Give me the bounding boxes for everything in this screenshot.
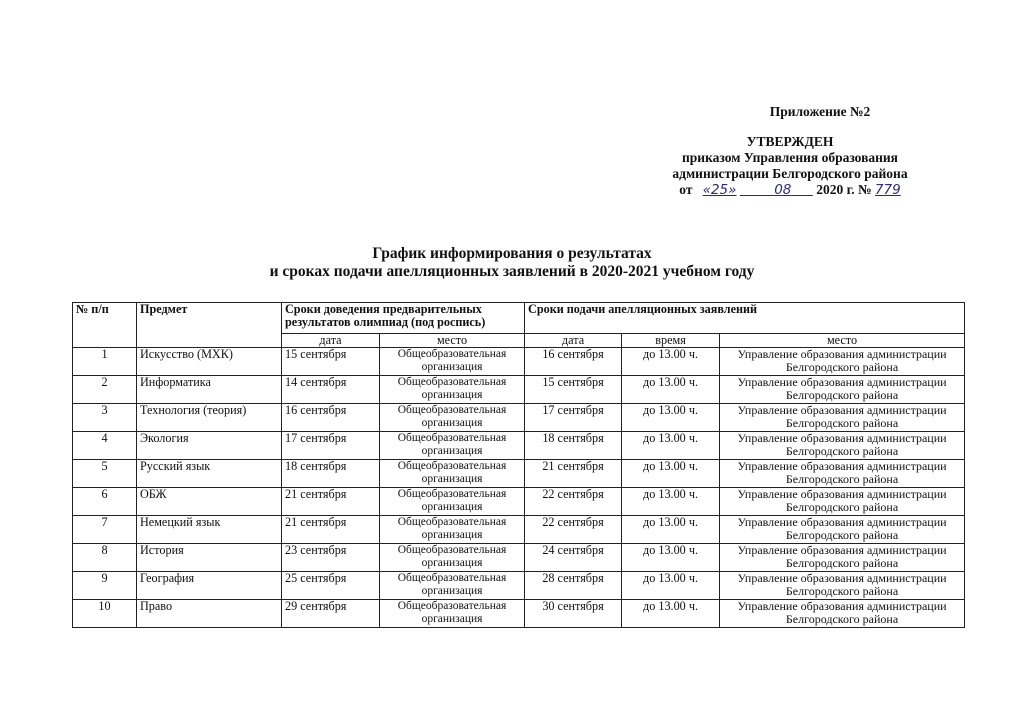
- row-subject: Экология: [137, 432, 282, 460]
- row-prelim-date: 18 сентября: [282, 460, 380, 488]
- order-date-line: [610, 182, 970, 198]
- table-row: [73, 544, 965, 572]
- row-appeal-place: Управление образования администрации Белгородского района: [720, 460, 965, 488]
- row-subject: Русский язык: [137, 460, 282, 488]
- row-appeal-time: до 13.00 ч.: [622, 572, 720, 600]
- row-subject: Информатика: [137, 376, 282, 404]
- row-num: 8: [73, 544, 137, 572]
- row-appeal-place: Управление образования администрации Белгородского района: [720, 516, 965, 544]
- row-prelim-place: Общеобразовательная организация: [380, 516, 525, 544]
- row-appeal-date: 18 сентября: [525, 432, 622, 460]
- row-prelim-place: Общеобразовательная организация: [380, 376, 525, 404]
- row-num: 4: [73, 432, 137, 460]
- row-appeal-date: 22 сентября: [525, 516, 622, 544]
- row-subject: ОБЖ: [137, 488, 282, 516]
- row-appeal-time: до 13.00 ч.: [622, 488, 720, 516]
- table-row: [73, 376, 965, 404]
- row-num: 7: [73, 516, 137, 544]
- row-appeal-place: Управление образования администрации Белгородского района: [720, 572, 965, 600]
- row-appeal-time: до 13.00 ч.: [622, 544, 720, 572]
- row-appeal-place: Управление образования администрации Белгородского района: [720, 348, 965, 376]
- row-prelim-place: Общеобразовательная организация: [380, 460, 525, 488]
- header-prelim-date: дата: [282, 334, 380, 348]
- title-line-1: График информирования о результатах: [372, 245, 652, 262]
- table-row: [73, 572, 965, 600]
- header-appeal-place: место: [720, 334, 965, 348]
- row-prelim-date: 25 сентября: [282, 572, 380, 600]
- row-subject: Искусство (МХК): [137, 348, 282, 376]
- appendix-label: Приложение №2: [769, 104, 871, 119]
- order-number: 779: [874, 182, 901, 198]
- table-row: [73, 600, 965, 628]
- row-appeal-date: 30 сентября: [525, 600, 622, 628]
- approval-block: [610, 104, 970, 198]
- table-row: [73, 432, 965, 460]
- table-row: [73, 488, 965, 516]
- row-prelim-place: Общеобразовательная организация: [380, 404, 525, 432]
- header-num: № п/п: [73, 303, 137, 348]
- row-appeal-place: Управление образования администрации Белгородского района: [720, 600, 965, 628]
- schedule-table: [72, 302, 965, 628]
- order-year-number: 2020 г. №: [816, 182, 872, 197]
- table-row: [73, 404, 965, 432]
- document-title: [0, 245, 1024, 281]
- row-appeal-place: Управление образования администрации Белгородского района: [720, 432, 965, 460]
- table-row: [73, 460, 965, 488]
- row-subject: География: [137, 572, 282, 600]
- header-prelim: Сроки доведения предварительных результатов олимпиад (под роспись): [282, 303, 525, 334]
- header-appeal: Сроки подачи апелляционных заявлений: [525, 303, 965, 334]
- row-prelim-place: Общеобразовательная организация: [380, 572, 525, 600]
- row-appeal-date: 24 сентября: [525, 544, 622, 572]
- row-appeal-date: 21 сентября: [525, 460, 622, 488]
- row-appeal-time: до 13.00 ч.: [622, 404, 720, 432]
- date-prefix: от: [679, 182, 693, 197]
- order-line-1: приказом Управления образования: [682, 150, 898, 165]
- row-appeal-time: до 13.00 ч.: [622, 432, 720, 460]
- row-appeal-date: 15 сентября: [525, 376, 622, 404]
- row-num: 10: [73, 600, 137, 628]
- order-month: 08: [774, 182, 792, 198]
- header-appeal-time: время: [622, 334, 720, 348]
- row-appeal-place: Управление образования администрации Белгородского района: [720, 376, 965, 404]
- row-appeal-place: Управление образования администрации Белгородского района: [720, 488, 965, 516]
- row-appeal-time: до 13.00 ч.: [622, 460, 720, 488]
- row-subject: Немецкий язык: [137, 516, 282, 544]
- row-num: 1: [73, 348, 137, 376]
- header-appeal-date: дата: [525, 334, 622, 348]
- header-prelim-place: место: [380, 334, 525, 348]
- row-prelim-date: 14 сентября: [282, 376, 380, 404]
- table-row: [73, 348, 965, 376]
- row-prelim-date: 16 сентября: [282, 404, 380, 432]
- order-day: «25»: [702, 182, 737, 198]
- row-appeal-date: 22 сентября: [525, 488, 622, 516]
- row-prelim-date: 15 сентября: [282, 348, 380, 376]
- row-prelim-date: 29 сентября: [282, 600, 380, 628]
- row-prelim-place: Общеобразовательная организация: [380, 488, 525, 516]
- row-appeal-date: 16 сентября: [525, 348, 622, 376]
- row-appeal-date: 28 сентября: [525, 572, 622, 600]
- row-num: 9: [73, 572, 137, 600]
- row-prelim-date: 21 сентября: [282, 488, 380, 516]
- row-subject: История: [137, 544, 282, 572]
- row-appeal-time: до 13.00 ч.: [622, 516, 720, 544]
- row-num: 3: [73, 404, 137, 432]
- title-line-2: и сроках подачи апелляционных заявлений в 2020-2021 учебном году: [269, 263, 755, 280]
- row-prelim-date: 17 сентября: [282, 432, 380, 460]
- row-prelim-place: Общеобразовательная организация: [380, 432, 525, 460]
- row-appeal-place: Управление образования администрации Белгородского района: [720, 544, 965, 572]
- row-num: 2: [73, 376, 137, 404]
- row-prelim-place: Общеобразовательная организация: [380, 544, 525, 572]
- row-prelim-place: Общеобразовательная организация: [380, 600, 525, 628]
- row-subject: Право: [137, 600, 282, 628]
- row-appeal-time: до 13.00 ч.: [622, 348, 720, 376]
- row-prelim-place: Общеобразовательная организация: [380, 348, 525, 376]
- approved-label: УТВЕРЖДЕН: [746, 134, 834, 149]
- order-line-2: администрации Белгородского района: [672, 166, 908, 181]
- row-appeal-place: Управление образования администрации Белгородского района: [720, 404, 965, 432]
- header-subject: Предмет: [137, 303, 282, 348]
- row-num: 6: [73, 488, 137, 516]
- row-subject: Технология (теория): [137, 404, 282, 432]
- row-prelim-date: 21 сентября: [282, 516, 380, 544]
- table-row: [73, 516, 965, 544]
- row-appeal-time: до 13.00 ч.: [622, 376, 720, 404]
- row-prelim-date: 23 сентября: [282, 544, 380, 572]
- row-appeal-date: 17 сентября: [525, 404, 622, 432]
- row-appeal-time: до 13.00 ч.: [622, 600, 720, 628]
- row-num: 5: [73, 460, 137, 488]
